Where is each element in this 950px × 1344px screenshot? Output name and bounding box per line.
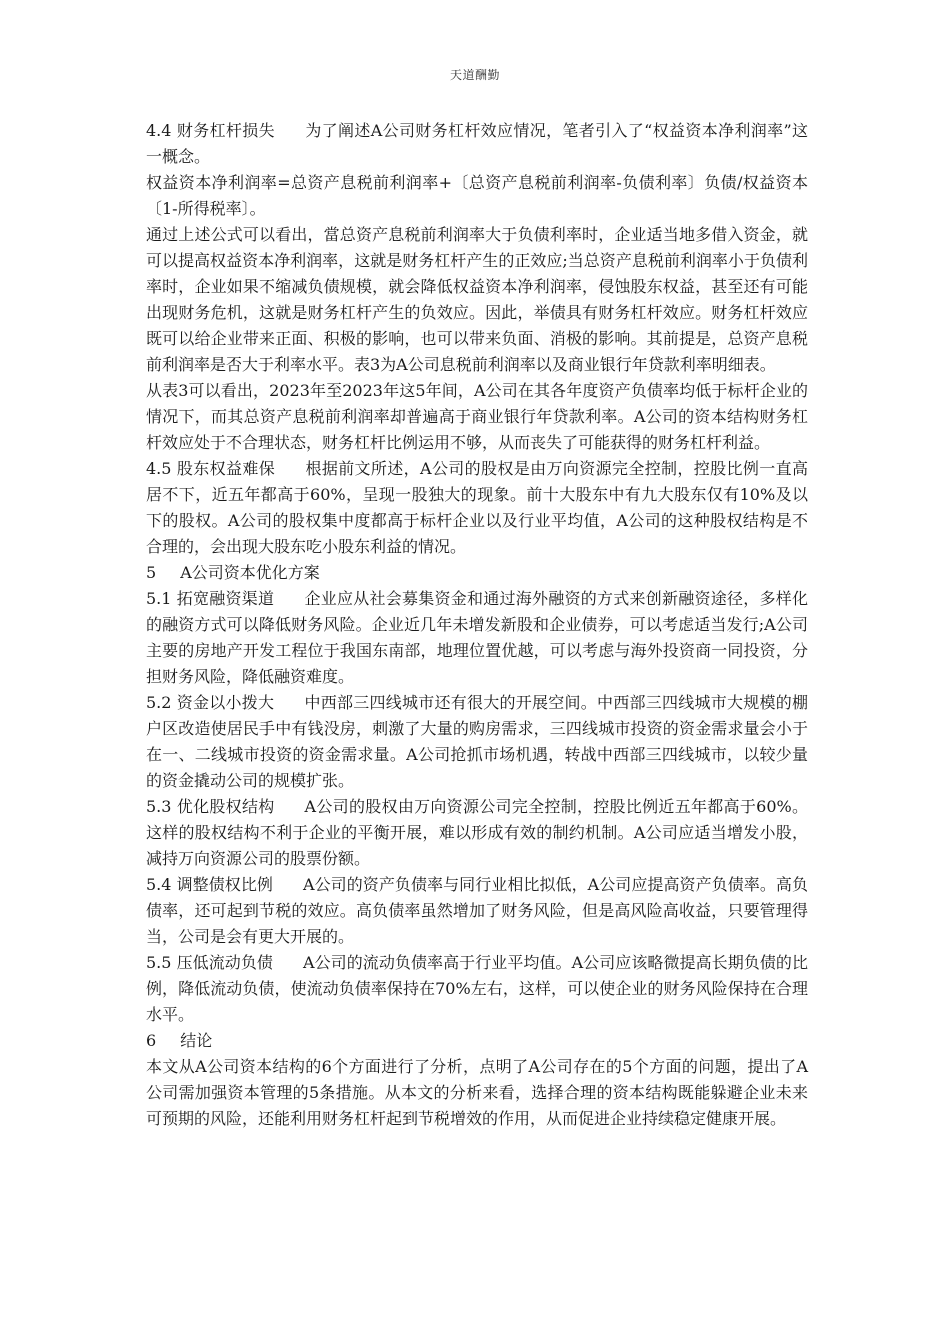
section-5-title	[146, 560, 808, 586]
paragraph-5-1	[146, 586, 808, 690]
section-heading: 4.5 股东权益难保	[146, 459, 276, 478]
paragraph-text: A公司的流动负债率高于行业平均值。A公司应该略微提高长期负债的比例，降低流动负债，使流动负债率保持在70%左右，这样，可以使企业的财务风险保持在合理水平。	[146, 953, 808, 1024]
paragraph-4-4	[146, 118, 808, 170]
paragraph-5-3	[146, 794, 808, 872]
paragraph-5-4	[146, 872, 808, 950]
section-title: A公司资本优化方案	[180, 563, 320, 582]
section-number: 5	[146, 563, 157, 582]
paragraph-text: 中西部三四线城市还有很大的开展空间。中西部三四线城市大规模的棚户区改造使居民手中有钱没房，刺激了大量的购房需求，三四线城市投资的资金需求量会小于在一、二线城市投资的资金需求量。A公司抢抓市场机遇，转战中西部三四线城市，以较少量的资金撬动公司的规模扩张。	[146, 693, 808, 790]
paragraph-text: 从表3可以看出，2023年至2023年这5年间，A公司在其各年度资产负债率均低于标杆企业的情况下，而其总资产息税前利润率却普遍高于商业银行年贷款利率。A公司的资本结构财务杠杆效应处于不合理状态，财务杠杆比例运用不够，从而丧失了可能获得的财务杠杆利益。	[146, 381, 808, 452]
paragraph-formula	[146, 170, 808, 222]
section-6-title	[146, 1028, 808, 1054]
document-body	[146, 118, 808, 1132]
paragraph-text: A公司的股权由万向资源公司完全控制，控股比例近五年都高于60%。这样的股权结构不利于企业的平衡开展，难以形成有效的制约机制。A公司应适当增发小股，减持万向资源公司的股票份额。	[146, 797, 808, 868]
paragraph-text: 权益资本净利润率=总资产息税前利润率+〔总资产息税前利润率-负债利率〕负债/权益资本〔1-所得税率〕。	[146, 173, 808, 218]
section-heading: 5.3 优化股权结构	[146, 797, 275, 816]
paragraph-formula-explanation	[146, 222, 808, 378]
page-header: 天道酬勤	[449, 68, 500, 82]
section-heading: 5.2 资金以小拨大	[146, 693, 275, 712]
paragraph-text: 为了阐述A公司财务杠杆效应情况，笔者引入了“权益资本净利润率”这一概念。	[146, 121, 808, 166]
section-heading: 5.5 压低流动负债	[146, 953, 273, 972]
paragraph-4-5	[146, 456, 808, 560]
paragraph-text: 通过上述公式可以看出，當总资产息税前利润率大于负债利率时，企业适当地多借入资金，就可以提高权益资本净利润率，这就是财务杠杆产生的正效应;当总资产息税前利润率小于负债利率时，企业如果不缩减负债规模，就会降低权益资本净利润率，侵蚀股东权益，甚至还有可能出现财务危机，这就是财务杠杆产生的负效应。因此，举债具有财务杠杆效应。财务杠杆效应既可以给企业带来正面、积极的影响，也可以带来负面、消极的影响。其前提是，总资产息税前利润率是否大于利率水平。表3为A公司息税前利润率以及商业银行年贷款利率明细表。	[146, 225, 808, 374]
section-heading: 5.1 拓宽融资渠道	[146, 589, 275, 608]
section-heading: 5.4 调整债权比例	[146, 875, 273, 894]
paragraph-conclusion	[146, 1054, 808, 1132]
paragraph-5-5	[146, 950, 808, 1028]
paragraph-text: A公司的资产负债率与同行业相比拟低，A公司应提高资产负债率。高负债率，还可起到节税的效应。高负债率虽然增加了财务风险，但是高风险高收益，只要管理得当，公司是会有更大开展的。	[146, 875, 808, 946]
paragraph-5-2	[146, 690, 808, 794]
paragraph-text: 本文从A公司资本结构的6个方面进行了分析，点明了A公司存在的5个方面的问题，提出了A公司需加强资本管理的5条措施。从本文的分析来看，选择合理的资本结构既能躲避企业未来可预期的风险，还能利用财务杠杆起到节税增效的作用，从而促进企业持续稳定健康开展。	[146, 1057, 808, 1128]
paragraph-text: 根据前文所述，A公司的股权是由万向资源完全控制，控股比例一直高居不下，近五年都高于60%，呈现一股独大的现象。前十大股东中有九大股东仅有10%及以下的股权。A公司的股权集中度都高于标杆企业以及行业平均值，A公司的这种股权结构是不合理的，会出现大股东吃小股东利益的情况。	[146, 459, 808, 556]
section-number: 6	[146, 1031, 157, 1050]
paragraph-table3-analysis	[146, 378, 808, 456]
section-heading: 4.4 财务杠杆损失	[146, 121, 275, 140]
paragraph-text: 企业应从社会募集资金和通过海外融资的方式来创新融资途径，多样化的融资方式可以降低财务风险。企业近几年未增发新股和企业债券，可以考虑适当发行;A公司主要的房地产开发工程位于我国东南部，地理位置优越，可以考虑与海外投资商一同投资，分担财务风险，降低融资难度。	[146, 589, 808, 686]
section-title: 结论	[180, 1031, 213, 1050]
